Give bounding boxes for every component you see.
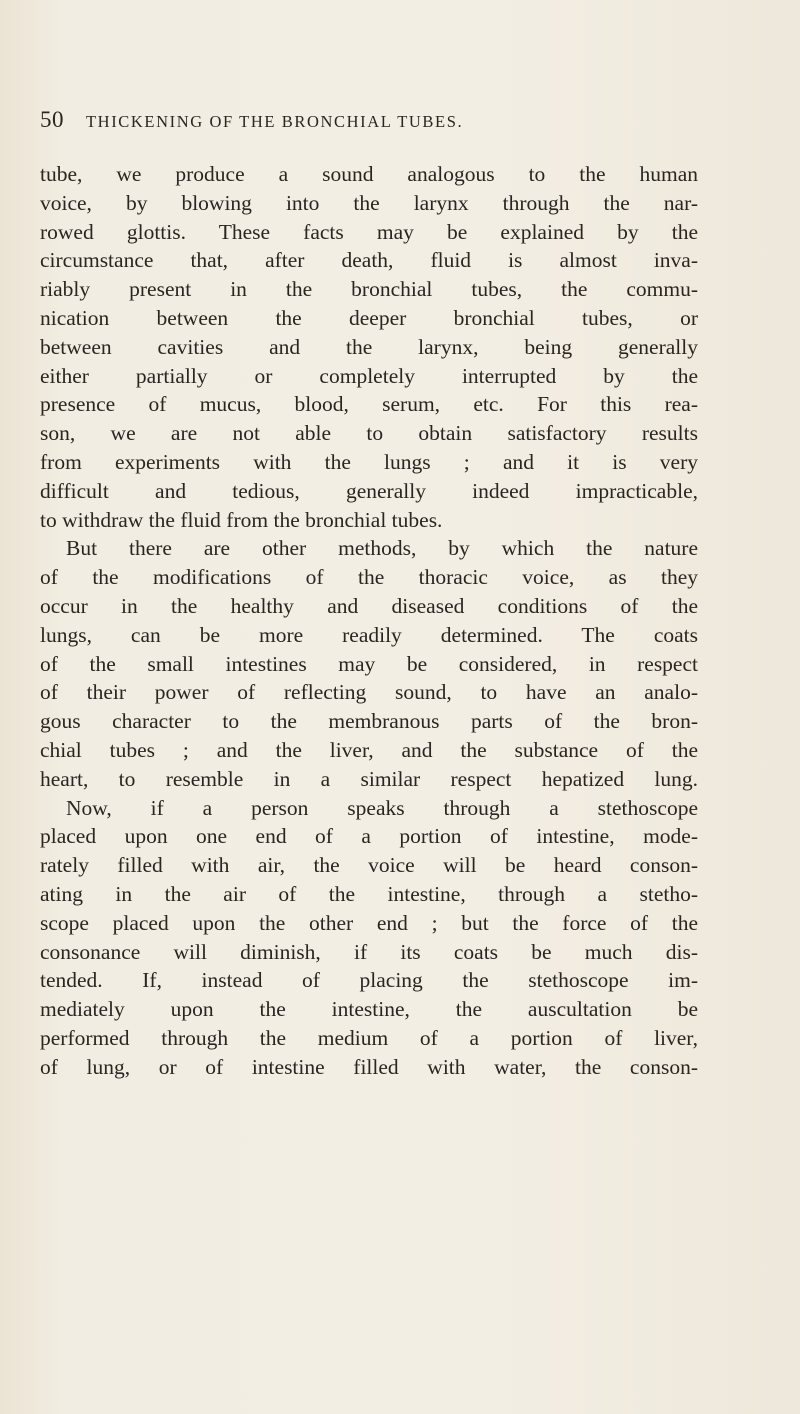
text-line: chial tubes ; and the liver, and the substance of the xyxy=(40,737,698,762)
text-line: performed through the medium of a portion of liver, xyxy=(40,1025,698,1050)
text-line: ating in the air of the intestine, through a stetho- xyxy=(40,881,698,906)
text-line: from experiments with the lungs ; and it is very xyxy=(40,449,698,474)
text-line: placed upon one end of a portion of intestine, mode- xyxy=(40,824,698,849)
text-line: consonance will diminish, if its coats be much dis- xyxy=(40,939,698,964)
text-line: nication between the deeper bronchial tubes, or xyxy=(40,305,698,330)
running-title: THICKENING OF THE BRONCHIAL TUBES. xyxy=(86,112,464,131)
text-line: circumstance that, after death, fluid is almost inva- xyxy=(40,248,698,273)
text-line: presence of mucus, blood, serum, etc. For this rea- xyxy=(40,392,698,417)
text-line: tube, we produce a sound analogous to the human xyxy=(40,162,698,186)
paragraph xyxy=(40,534,698,793)
text-line: of the small intestines may be considered, in respect xyxy=(40,651,698,676)
text-line: riably present in the bronchial tubes, the commu- xyxy=(40,277,698,302)
text-line: of the modifications of the thoracic voice, as they xyxy=(40,565,698,590)
text-line: either partially or completely interrupted by the xyxy=(40,363,698,388)
text-line: of their power of reflecting sound, to have an analo- xyxy=(40,680,698,705)
text-line: Now, if a person speaks through a stethoscope xyxy=(66,795,698,820)
text-line: gous character to the membranous parts of the bron- xyxy=(40,709,698,734)
running-head xyxy=(40,105,700,135)
text-line: to withdraw the fluid from the bronchial tubes. xyxy=(40,507,443,532)
text-line: voice, by blowing into the larynx through the nar- xyxy=(40,190,698,215)
text-line: heart, to resemble in a similar respect hepatized lung. xyxy=(40,766,698,791)
page-number: 50 xyxy=(40,107,64,132)
text-line: occur in the healthy and diseased conditions of the xyxy=(40,593,698,618)
text-line: between cavities and the larynx, being generally xyxy=(40,334,698,359)
text-line: difficult and tedious, generally indeed impracticable, xyxy=(40,478,698,503)
text-line: son, we are not able to obtain satisfactory results xyxy=(40,421,698,446)
text-line: lungs, can be more readily determined. The coats xyxy=(40,622,698,647)
text-line: rowed glottis. These facts may be explained by the xyxy=(40,219,698,244)
text-line: of lung, or of intestine filled with water, the conson- xyxy=(40,1054,698,1079)
paragraph xyxy=(40,794,698,1082)
text-line: tended. If, instead of placing the stethoscope im- xyxy=(40,968,698,993)
text-line: But there are other methods, by which the nature xyxy=(66,536,698,561)
text-line: mediately upon the intestine, the auscultation be xyxy=(40,997,698,1022)
text-line: rately filled with air, the voice will be heard conson- xyxy=(40,853,698,878)
text-line: scope placed upon the other end ; but the force of the xyxy=(40,910,698,935)
body-text xyxy=(40,160,698,1082)
paragraph xyxy=(40,160,698,534)
